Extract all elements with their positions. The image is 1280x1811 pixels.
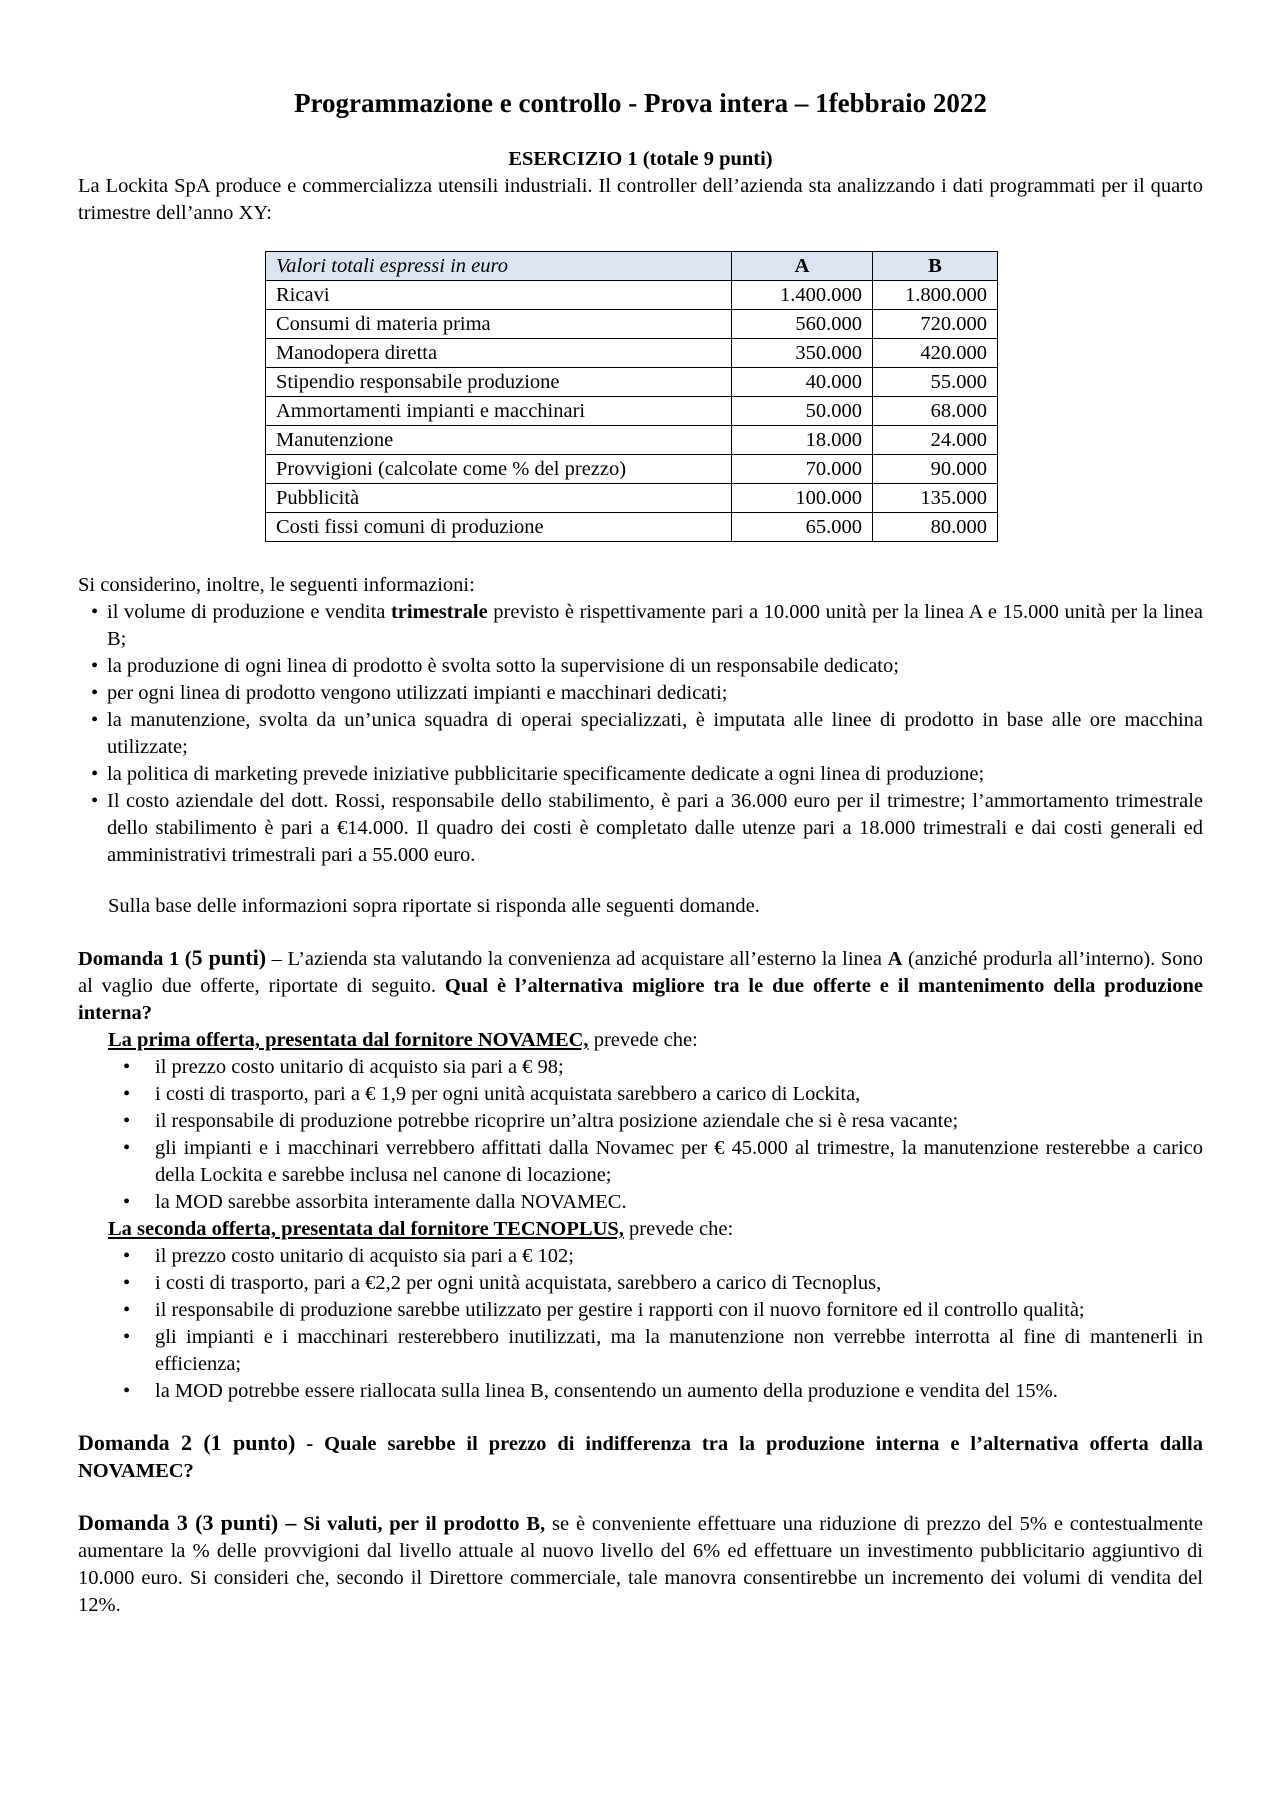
spacer [78, 1485, 1203, 1509]
question-3 [78, 1509, 1203, 1619]
row-value-a: 65.000 [732, 513, 873, 542]
bullet-icon: • [91, 763, 99, 785]
row-label: Manutenzione [266, 426, 732, 455]
info-closing: Sulla base delle informazioni sopra riportate si risponda alle seguenti domande. [108, 895, 760, 917]
info-lead: Si considerino, inoltre, le seguenti informazioni: [78, 574, 475, 596]
bullet-icon: • [91, 655, 99, 677]
offer-item-text: la MOD potrebbe essere riallocata sulla linea B, consentendo un aumento della produzione e vendita del 15%. [155, 1380, 1058, 1402]
bullet-icon: • [91, 709, 99, 731]
list-item [78, 1108, 1203, 1135]
info-text: la politica di marketing prevede iniziative pubblicitarie specificamente dedicate a ogni linea di produzione; [107, 763, 985, 785]
question-2 [78, 1429, 1203, 1485]
info-text: previsto è rispettivamente pari a 10.000 unità per la linea A e 15.000 unità per la linea B; [107, 601, 1203, 650]
row-value-b: 80.000 [873, 513, 998, 542]
list-item [78, 1243, 1203, 1270]
row-value-a: 50.000 [732, 397, 873, 426]
list-item [78, 1081, 1203, 1108]
info-text: il volume di produzione e vendita [107, 601, 391, 623]
row-value-b: 135.000 [873, 484, 998, 513]
table-row [266, 455, 998, 484]
document-content [78, 78, 1203, 1619]
info-emphasis: trimestrale [390, 601, 488, 623]
list-item [78, 1189, 1203, 1216]
offer1-title: La prima offerta, presentata dal fornitore NOVAMEC, [108, 1029, 589, 1051]
bullet-icon: • [91, 601, 99, 623]
q3-mid-wrap [377, 1513, 545, 1535]
bullet-icon: • [123, 1083, 131, 1105]
list-item [78, 1297, 1203, 1324]
info-text: per ogni linea di prodotto vengono utilizzati impianti e macchinari dedicati; [107, 682, 728, 704]
row-value-a: 18.000 [732, 426, 873, 455]
bullet-icon: • [123, 1245, 131, 1267]
row-value-a: 40.000 [732, 368, 873, 397]
bullet-icon: • [123, 1137, 131, 1159]
list-item [78, 653, 1203, 680]
exercise-heading: ESERCIZIO 1 (totale 9 punti) [508, 148, 773, 170]
table-header-a: A [732, 252, 873, 281]
info-text: Il costo aziendale del dott. Rossi, responsabile dello stabilimento, è pari a 36.000 euro per il trimestre; l’ammortamento trimestrale dello stabilimento è pari a €14.000. Il quadro dei costi è completato dalle utenze pari a 18.000 trimestrali e dai costi generali ed amministrativi trimestrali pari a 55.000 euro. [107, 790, 1203, 866]
info-text: la produzione di ogni linea di prodotto è svolta sotto la supervisione di un responsabile dedicato; [107, 655, 899, 677]
bullet-icon: • [123, 1110, 131, 1132]
table-header-label: Valori totali espressi in euro [266, 252, 732, 281]
table-header-b: B [873, 252, 998, 281]
q1-points: 5 punti) [191, 945, 267, 970]
info-list [78, 599, 1203, 869]
row-label: Costi fissi comuni di produzione [266, 513, 732, 542]
table-row [266, 281, 998, 310]
spacer [78, 920, 1203, 944]
row-label: Pubblicità [266, 484, 732, 513]
list-item [78, 1054, 1203, 1081]
offer1-tail: prevede che: [588, 1029, 698, 1051]
offer1-list [78, 1054, 1203, 1216]
offer-item-text: gli impianti e i macchinari resterebbero inutilizzati, ma la manutenzione non verrebbe interrotta al fine di mantenerli in efficienza; [155, 1326, 1203, 1375]
row-label: Manodopera diretta [266, 339, 732, 368]
offer1-heading [78, 1027, 1203, 1054]
list-item [78, 1324, 1203, 1378]
bullet-icon: • [91, 790, 99, 812]
row-value-b: 90.000 [873, 455, 998, 484]
table-row [266, 426, 998, 455]
offer2-heading [78, 1216, 1203, 1243]
row-label: Provvigioni (calcolate come % del prezzo) [266, 455, 732, 484]
table-row [266, 310, 998, 339]
row-label: Ammortamenti impianti e macchinari [266, 397, 732, 426]
q1-question: Qual è l’alternativa migliore tra le due offerte e il mantenimento della produzione interna? [78, 975, 1203, 1024]
offer-item-text: i costi di trasporto, pari a €2,2 per ogni unità acquistata, sarebbero a carico di Tecnoplus, [155, 1272, 882, 1294]
offer2-tail: prevede che: [623, 1218, 734, 1240]
list-item [78, 1135, 1203, 1189]
bullet-icon: • [123, 1299, 131, 1321]
offer-item-text: i costi di trasporto, pari a € 1,9 per ogni unità acquistata sarebbero a carico di Lockita, [155, 1083, 861, 1105]
bullet-icon: • [123, 1272, 131, 1294]
bullet-icon: • [123, 1380, 131, 1402]
row-value-b: 68.000 [873, 397, 998, 426]
list-item [78, 680, 1203, 707]
offer-item-text: la MOD sarebbe assorbita interamente dalla NOVAMEC. [155, 1191, 627, 1213]
table-row [266, 484, 998, 513]
table-row [266, 513, 998, 542]
question-1 [78, 944, 1203, 1027]
table-row [266, 339, 998, 368]
row-value-b: 1.800.000 [873, 281, 998, 310]
row-label: Stipendio responsabile produzione [266, 368, 732, 397]
bullet-icon: • [123, 1056, 131, 1078]
list-item [78, 1378, 1203, 1405]
q1-line: A [887, 948, 903, 970]
list-item [78, 788, 1203, 869]
exercise-intro: La Lockita SpA produce e commercializza utensili industriali. Il controller dell’azienda sta analizzando i dati programmati per il quarto trimestre dell’anno XY: [78, 175, 1203, 224]
values-table [265, 251, 998, 542]
q3-pre: Si valuti [296, 1513, 378, 1535]
row-value-a: 100.000 [732, 484, 873, 513]
q1-text2: (anziché produrla all’interno). Sono al vaglio due offerte, riportate di seguito. [78, 948, 1203, 997]
q3-mid: , per il prodotto B, [377, 1513, 546, 1535]
offer2-list [78, 1243, 1203, 1405]
q1-label: Domanda 1 ( [78, 948, 192, 970]
row-value-a: 70.000 [732, 455, 873, 484]
row-value-b: 720.000 [873, 310, 998, 339]
row-value-a: 560.000 [732, 310, 873, 339]
info-text: la manutenzione, svolta da un’unica squadra di operai specializzati, è imputata alle linee di prodotto in base alle ore macchina utilizzate; [107, 709, 1203, 758]
bullet-icon: • [91, 682, 99, 704]
table-row [266, 368, 998, 397]
list-item [78, 761, 1203, 788]
page-title: Programmazione e controllo - Prova intera – 1febbraio 2022 [294, 88, 987, 118]
list-item [78, 1270, 1203, 1297]
q3-text: se è conveniente effettuare una riduzione di prezzo del 5% e contestualmente aumentare la % delle provvigioni dal livello attuale al nuovo livello del 6% ed effettuare un investimento pubblicitario aggiuntivo di 10.000 euro. Si consideri che, secondo il Direttore commerciale, tale manovra consentirebbe un incremento dei volumi di vendita del 12%. [78, 1513, 1203, 1616]
row-label: Consumi di materia prima [266, 310, 732, 339]
bullet-icon: • [123, 1326, 131, 1348]
row-value-a: 350.000 [732, 339, 873, 368]
table-row [266, 397, 998, 426]
offer-item-text: il responsabile di produzione potrebbe ricoprire un’altra posizione aziendale che si è resa vacante; [155, 1110, 959, 1132]
offer-item-text: il prezzo costo unitario di acquisto sia pari a € 98; [155, 1056, 564, 1078]
list-item [78, 599, 1203, 653]
table-header-row [266, 252, 998, 281]
row-label: Ricavi [266, 281, 732, 310]
row-value-b: 420.000 [873, 339, 998, 368]
row-value-a: 1.400.000 [732, 281, 873, 310]
offer-item-text: il responsabile di produzione sarebbe utilizzato per gestire i rapporti con il nuovo fornitore ed il controllo qualità; [155, 1299, 1085, 1321]
row-value-b: 55.000 [873, 368, 998, 397]
spacer [78, 1405, 1203, 1429]
q2-label: Domanda 2 (1 punto) [78, 1430, 296, 1455]
q2-text: - Quale sarebbe il prezzo di indifferenza tra la produzione interna e l’alternativa offerta dalla NOVAMEC? [78, 1433, 1203, 1482]
offer-item-text: il prezzo costo unitario di acquisto sia pari a € 102; [155, 1245, 574, 1267]
q3-label: Domanda 3 (3 punti) – [78, 1510, 297, 1535]
row-value-b: 24.000 [873, 426, 998, 455]
offer2-title: La seconda offerta, presentata dal fornitore TECNOPLUS, [108, 1218, 624, 1240]
offer-item-text: gli impianti e i macchinari verrebbero affittati dalla Novamec per € 45.000 al trimestre, la manutenzione resterebbe a carico della Lockita e sarebbe inclusa nel canone di locazione; [155, 1137, 1203, 1186]
q1-text: – L’azienda sta valutando la convenienza ad acquistare all’esterno la linea [266, 948, 888, 970]
list-item [78, 707, 1203, 761]
bullet-icon: • [123, 1191, 131, 1213]
